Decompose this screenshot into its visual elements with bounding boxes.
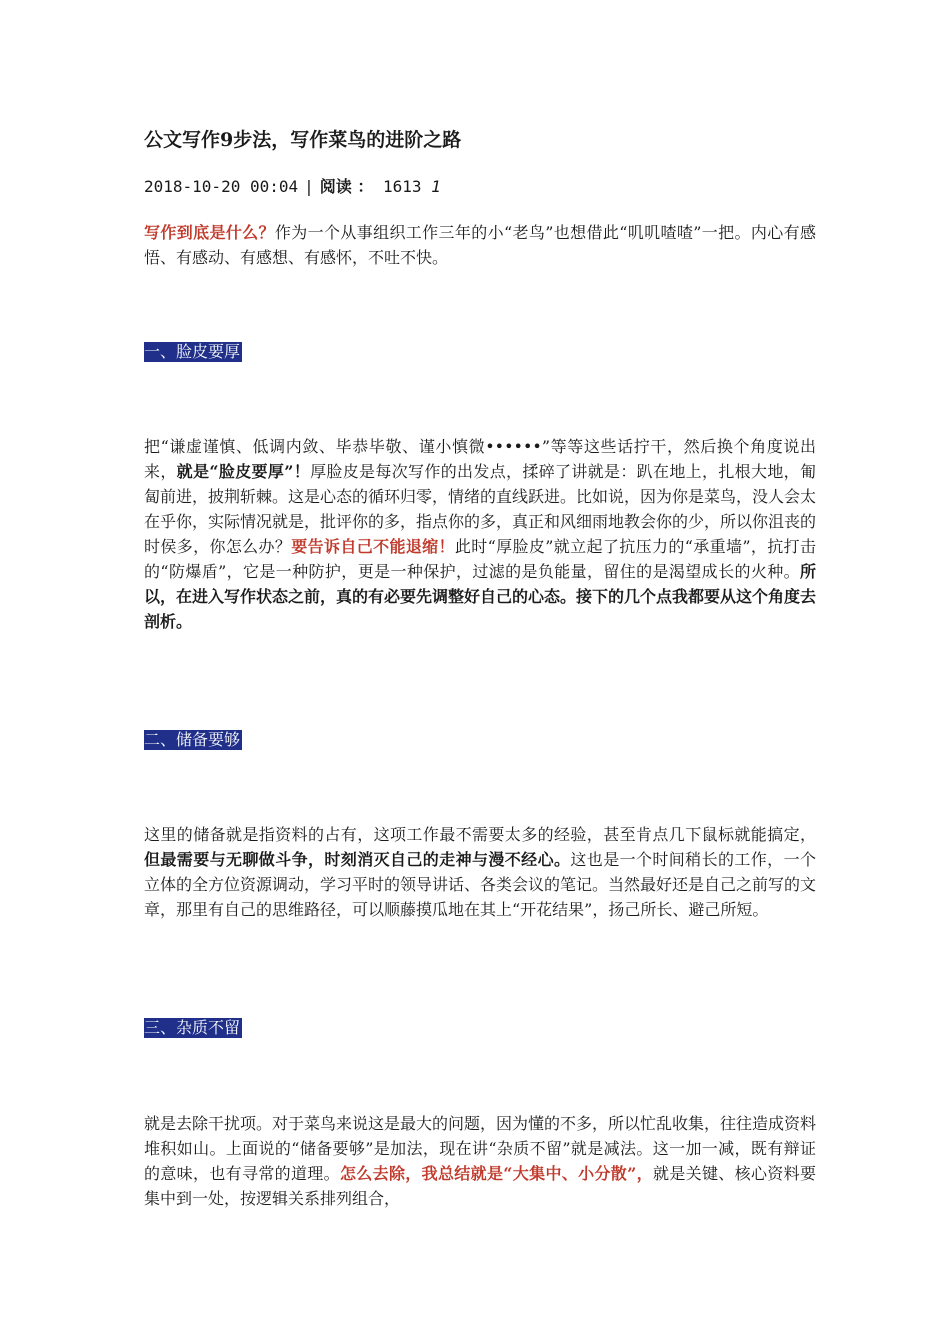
section-heading-2: 二、储备要够 (144, 730, 241, 749)
article-title: 公文写作9步法，写作菜鸟的进阶之路 (144, 129, 462, 151)
intro-lead: 写作到底是什么？ (144, 223, 275, 242)
section-2-text-a: 这里的储备就是指资料的占有，这项工作最不需要太多的经验，甚至肯点几下鼠标就能搞定， (144, 825, 816, 844)
article-meta (144, 174, 441, 197)
section-3-text-c: 就是关键、核心资料要集中到一处，按逻辑关系排列组合， (144, 1164, 816, 1208)
section-1-text-a: 把“谦虚谨慎、低调内敛、毕恭毕敬、谨小慎微••••••”等等这些话拧干，然后换个角度说出来， (144, 437, 816, 481)
section-3-paragraph (144, 1111, 816, 1211)
section-heading-1: 一、脸皮要厚 (144, 342, 241, 361)
section-2-text-c: 这也是一个时间稍长的工作，一个立体的全方位资源调动，学习平时的领导讲话、各类会议的笔记。当然最好还是自己之前写的文章，那里有自己的思维路径，可以顺藤摸瓜地在其上“开花结果”，扬己所长、避己所短。 (144, 850, 817, 919)
read-label: 阅读 ： (319, 177, 374, 196)
section-1-text-e: 此时“厚脸皮”就立起了抗压力的“承重墙”，抗打击的“防爆盾”，它是一种防护，更是一种保护，过滤的是负能量，留住的是渴望成长的火种。 (144, 537, 816, 581)
meta-extra: 1 (431, 177, 441, 196)
intro-text: 作为一个从事组织工作三年的小“老鸟”也想借此“叽叽喳喳”一把。内心有感悟、有感动、有感想、有感怀，不吐不快。 (144, 223, 816, 267)
intro-paragraph (144, 220, 816, 270)
section-1-bold-b: 就是“脸皮要厚”！ (176, 462, 311, 481)
meta-separator: | (304, 177, 314, 196)
section-heading-3: 三、杂质不留 (144, 1018, 241, 1037)
section-1-text-c: 厚脸皮是每次写作的出发点，揉碎了讲就是：趴在地上，扎根大地，匍匐前进，披荆斩棘。这是心态的循环归零，情绪的直线跃进。比如说，因为你是菜鸟，没人会太在乎你，实际情况就是，批评你的多，指点你的多，真正和风细雨地教会你的少，所以你沮丧的时侯多，你怎么办？ (144, 462, 817, 556)
publish-date: 2018-10-20 00:04 (144, 177, 299, 196)
section-3-red-b: 怎么去除，我总结就是“大集中、小分散”， (339, 1164, 653, 1183)
section-2-bold-b: 但最需要与无聊做斗争，时刻消灭自己的走神与漫不经心。 (144, 850, 571, 869)
read-count: 1613 (382, 177, 422, 196)
section-3-text-a: 就是去除干扰项。对于菜鸟来说这是最大的问题，因为懂的不多，所以忙乱收集，往往造成资料堆积如山。上面说的“储备要够”是加法，现在讲“杂质不留”就是减法。这一加一减，既有辩证的意味，也有寻常的道理。 (144, 1114, 817, 1183)
section-1-bold-f: 所以，在进入写作状态之前，真的有必要先调整好自己的心态。接下的几个点我都要从这个角度去剖析。 (144, 562, 817, 631)
section-1-red-d: 要告诉自己不能退缩！ (291, 537, 455, 556)
section-2-paragraph (144, 822, 816, 922)
section-1-paragraph (144, 434, 816, 634)
